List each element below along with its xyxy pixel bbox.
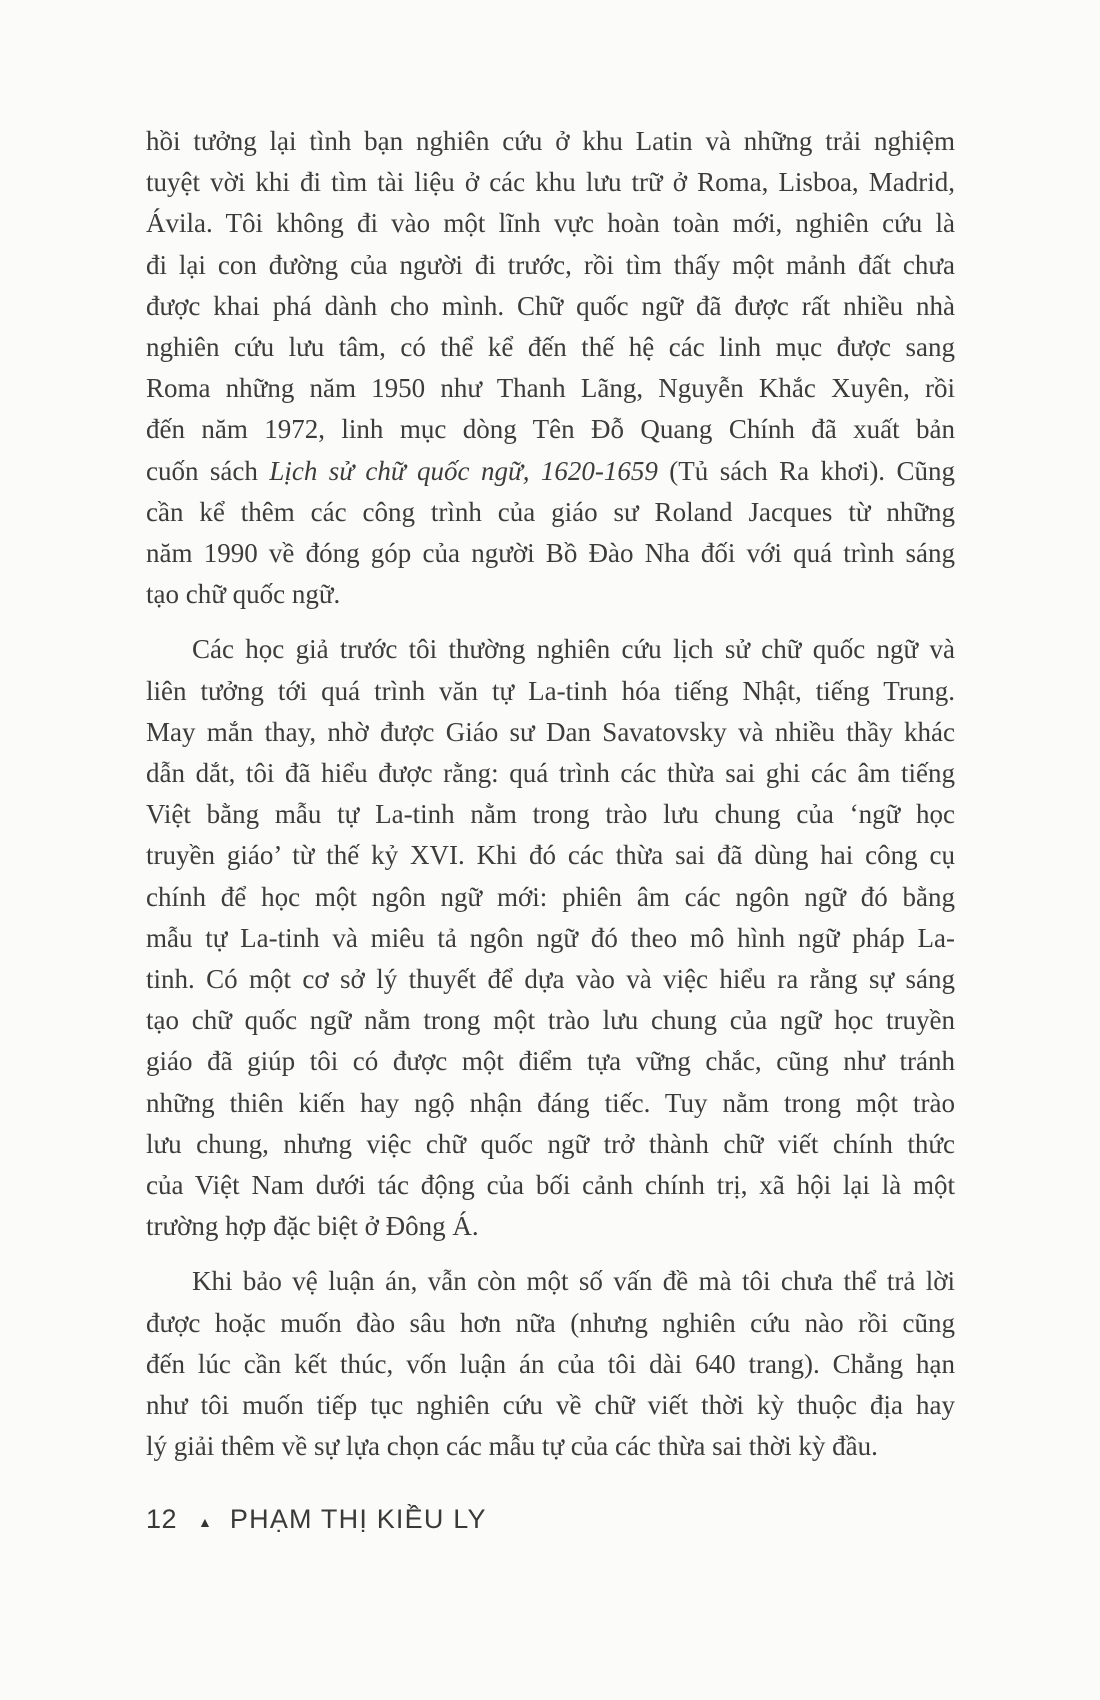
text-line: liên tưởng tới quá trình văn tự La-tinh hóa tiếng Nhật, tiếng Trung. [146, 675, 955, 706]
paragraph [146, 1261, 955, 1467]
text-line: chính để học một ngôn ngữ mới: phiên âm các ngôn ngữ đó bằng [146, 881, 955, 912]
text-line: hồi tưởng lại tình bạn nghiên cứu ở khu Latin và những trải nghiệm [146, 126, 955, 156]
text-line: đến lúc cần kết thúc, vốn luận án của tôi dài 640 trang). Chẳng hạn [146, 1348, 955, 1379]
text-line: dẫn dắt, tôi đã hiểu được rằng: quá trình các thừa sai ghi các âm tiếng [146, 758, 955, 789]
text-line: lưu chung, nhưng việc chữ quốc ngữ trở thành chữ viết chính thức [146, 1128, 955, 1159]
triangle-up-icon: ▲ [198, 1514, 212, 1530]
text-line: tạo chữ quốc ngữ nằm trong một trào lưu chung của ngữ học truyền [146, 1005, 955, 1036]
text-line: tuyệt vời khi đi tìm tài liệu ở các khu lưu trữ ở Roma, Lisboa, Madrid, [146, 167, 955, 198]
text-line: Roma những năm 1950 như Thanh Lãng, Nguyễn Khắc Xuyên, rồi [146, 373, 955, 404]
text-line: cần kể thêm các công trình của giáo sư Roland Jacques từ những [146, 496, 955, 527]
text-line: May mắn thay, nhờ được Giáo sư Dan Savatovsky và nhiều thầy khác [146, 716, 955, 747]
text-line: trường hợp đặc biệt ở Đông Á. [146, 1211, 479, 1242]
text-line: Việt bằng mẫu tự La-tinh nằm trong trào lưu chung của ‘ngữ học [146, 799, 955, 830]
text-line: Các học giả trước tôi thường nghiên cứu lịch sử chữ quốc ngữ và [192, 634, 955, 665]
text-line: đi lại con đường của người đi trước, rồi tìm thấy một mảnh đất chưa [146, 249, 955, 280]
paragraph [146, 629, 955, 1247]
text-line: truyền giáo’ từ thế kỷ XVI. Khi đó các thừa sai đã dùng hai công cụ [146, 840, 955, 871]
text-line: những thiên kiến hay ngộ nhận đáng tiếc. Tuy nằm trong một trào [146, 1087, 955, 1118]
text-line: tinh. Có một cơ sở lý thuyết để dựa vào và việc hiểu ra rằng sự sáng [146, 964, 955, 995]
book-title-italic: Lịch sử chữ quốc ngữ, 1620-1659 [269, 455, 658, 486]
text-line: của Việt Nam dưới tác động của bối cảnh chính trị, xã hội lại là một [146, 1170, 955, 1201]
text-line: được khai phá dành cho mình. Chữ quốc ngữ đã được rất nhiều nhà [146, 290, 955, 321]
text-line [146, 451, 955, 492]
paragraph [146, 121, 955, 615]
text-line: lý giải thêm về sự lựa chọn các mẫu tự của các thừa sai thời kỳ đầu. [146, 1431, 878, 1462]
text-line: như tôi muốn tiếp tục nghiên cứu về chữ viết thời kỳ thuộc địa hay [146, 1390, 955, 1421]
page-number: 12 [146, 1504, 178, 1534]
text-block [146, 121, 955, 1468]
text-line: được hoặc muốn đào sâu hơn nữa (nhưng nghiên cứu nào rồi cũng [146, 1307, 955, 1338]
text-line: giáo đã giúp tôi có được một điểm tựa vững chắc, cũng như tránh [146, 1046, 955, 1077]
text-line: nghiên cứu lưu tâm, có thể kể đến thế hệ các linh mục được sang [146, 332, 955, 363]
text-line: Khi bảo vệ luận án, vẫn còn một số vấn đề mà tôi chưa thể trả lời [192, 1266, 955, 1297]
text-line: năm 1990 về đóng góp của người Bồ Đào Nha đối với quá trình sáng [146, 538, 955, 569]
text-line: tạo chữ quốc ngữ. [146, 579, 341, 610]
text-line: Ávila. Tôi không đi vào một lĩnh vực hoàn toàn mới, nghiên cứu là [146, 208, 955, 239]
text-segment: (Tủ sách Ra khơi). Cũng [657, 455, 955, 486]
page-footer [146, 1504, 487, 1535]
text-line: đến năm 1972, linh mục dòng Tên Đỗ Quang Chính đã xuất bản [146, 414, 955, 445]
author-name: PHẠM THỊ KIỀU LY [229, 1504, 487, 1534]
text-line: mẫu tự La-tinh và miêu tả ngôn ngữ đó theo mô hình ngữ pháp La- [146, 922, 955, 953]
text-segment: cuốn sách [146, 455, 270, 486]
